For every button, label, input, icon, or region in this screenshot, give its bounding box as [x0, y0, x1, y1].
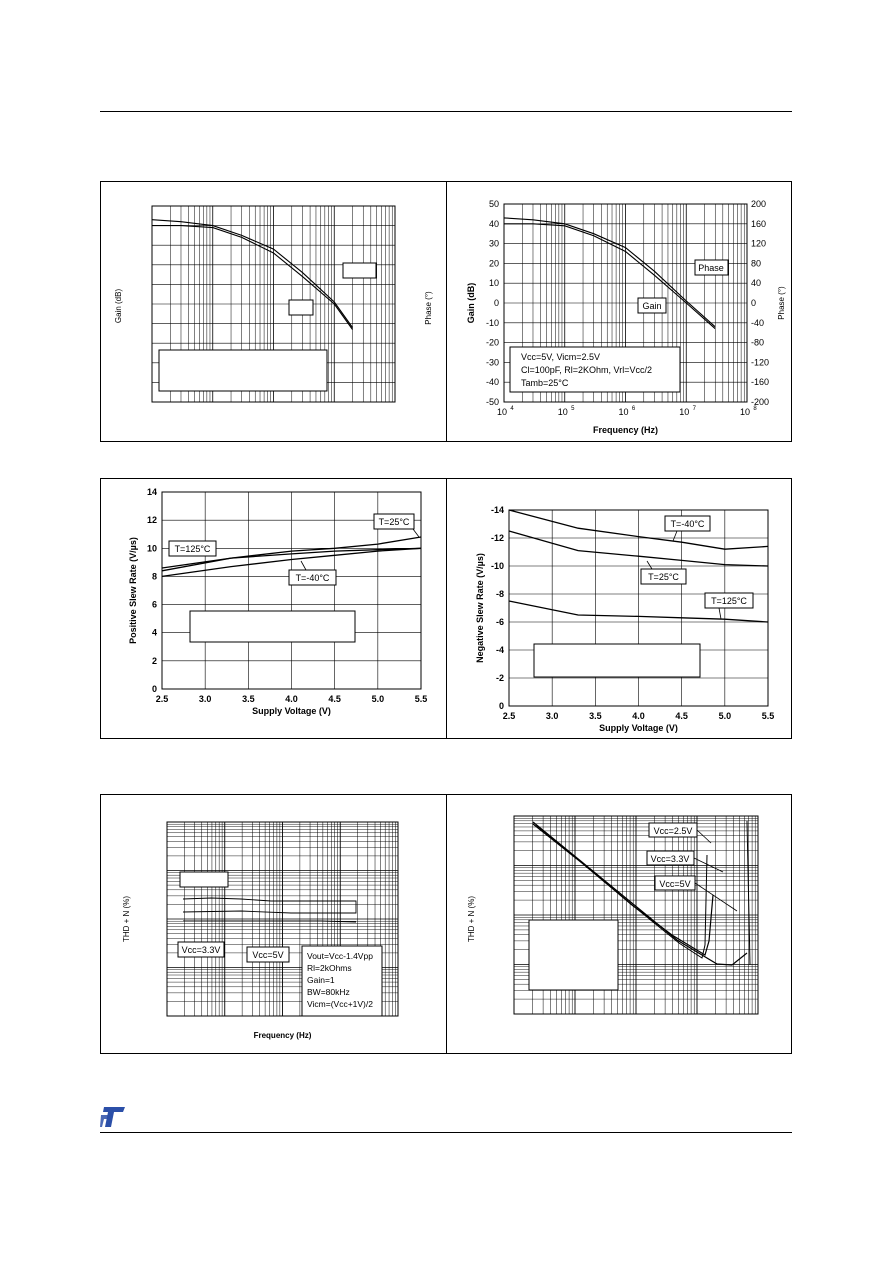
y-tick-label: -50 — [485, 397, 499, 407]
figure-row-slew-rate — [100, 478, 792, 739]
y2-tick-label: -120 — [751, 357, 770, 368]
x-axis-label: Supply Voltage (V) — [252, 706, 331, 716]
chart-gain-phase-vcc5-svg — [447, 182, 791, 441]
x-tick-label: 4.0 — [632, 711, 645, 721]
x-tick-label: 10 — [739, 407, 751, 417]
series-label: T=125°C — [174, 544, 211, 554]
y-tick-label: 4 — [151, 627, 157, 638]
footer-rule — [100, 1132, 792, 1133]
conditions-text: Gain=1 — [307, 975, 335, 985]
series-label: T=-40°C — [670, 519, 705, 529]
x-axis-label: Supply Voltage (V) — [599, 723, 678, 733]
y2-tick-label: -200 — [751, 397, 770, 407]
y-tick-label: 0 — [151, 684, 157, 694]
y-tick-label: -10 — [490, 561, 504, 571]
header-rule — [100, 111, 792, 112]
y-tick-label: -6 — [495, 617, 504, 627]
y-tick-label: 0 — [493, 298, 499, 308]
y-tick-label: -10 — [485, 317, 499, 328]
series-label-box — [180, 872, 228, 887]
series-label: Vcc=3.3V — [181, 945, 221, 955]
y2-axis-label: Phase (°) — [777, 286, 786, 320]
y-axis-label: THD + N (%) — [122, 896, 131, 942]
x-tick-label: 10 — [496, 407, 508, 417]
y2-tick-label: 0 — [751, 298, 757, 308]
y2-tick-label: 80 — [751, 258, 762, 269]
chart-gain-phase-blank — [101, 182, 446, 441]
x-tick-exponent: 7 — [692, 406, 696, 412]
x-tick-label: 4.5 — [328, 694, 341, 704]
x-tick-exponent: 6 — [631, 406, 636, 412]
y-tick-label: 0 — [498, 701, 504, 711]
series-label: Vcc=3.3V — [650, 854, 690, 864]
series-label: Vcc=2.5V — [653, 826, 693, 836]
y-tick-label: 40 — [488, 218, 499, 229]
x-axis-label: Frequency (Hz) — [253, 1031, 312, 1040]
x-tick-exponent: 4 — [510, 406, 514, 412]
y-tick-label: -20 — [485, 337, 499, 348]
conditions-box — [529, 920, 618, 990]
y-axis-label: Gain (dB) — [466, 282, 476, 324]
chart-negative-slew-svg — [447, 479, 791, 738]
y-tick-label: -2 — [495, 673, 504, 683]
x-tick-label: 5.0 — [718, 711, 732, 721]
x-tick-label: 3.5 — [242, 694, 255, 704]
y-tick-label: -8 — [495, 589, 504, 599]
series-label: T=125°C — [711, 596, 747, 606]
conditions-box — [534, 644, 700, 677]
figure-row-gain-phase — [100, 181, 792, 442]
series-label: T=25°C — [648, 572, 679, 582]
y-tick-label: 30 — [488, 238, 499, 249]
y-tick-label: 12 — [146, 515, 157, 526]
conditions-box — [159, 350, 327, 391]
chart-thd-frequency — [101, 795, 446, 1053]
x-tick-exponent: 5 — [571, 406, 575, 412]
chart-positive-slew-svg — [101, 479, 446, 738]
conditions-text: Tamb=25°C — [521, 378, 569, 388]
series-label: Vcc=5V — [252, 950, 284, 960]
y-axis-label: Gain (dB) — [114, 288, 123, 324]
chart-negative-slew — [447, 479, 791, 738]
series-label: Phase — [698, 263, 724, 273]
conditions-box — [190, 611, 355, 642]
y-tick-label: -40 — [485, 377, 499, 388]
conditions-text: Rl=2kOhms — [307, 963, 352, 973]
series-label: T=25°C — [378, 517, 410, 527]
conditions-text: Vcc=5V, Vicm=2.5V — [521, 352, 601, 362]
chart-thd-frequency-svg — [101, 795, 446, 1053]
figure-row-thd — [100, 794, 792, 1054]
label-box — [289, 300, 313, 315]
y-tick-label: 50 — [488, 199, 499, 209]
chart-positive-slew — [101, 479, 446, 738]
y-tick-label: -12 — [490, 533, 504, 543]
x-tick-label: 4.5 — [675, 711, 688, 721]
chart-thd-output-svg — [447, 795, 791, 1053]
chart-thd-output — [447, 795, 791, 1053]
y2-tick-label: 120 — [751, 238, 767, 249]
y-tick-label: 2 — [151, 655, 157, 666]
x-tick-exponent: 8 — [753, 406, 757, 412]
x-tick-label: 3.5 — [589, 711, 602, 721]
series-label: Gain — [642, 301, 662, 311]
x-tick-label: 5.5 — [761, 711, 775, 721]
chart-gain-phase-vcc5 — [447, 182, 791, 441]
conditions-text: Vout=Vcc-1.4Vpp — [307, 951, 373, 961]
y-tick-label: 14 — [146, 487, 157, 497]
x-tick-label: 3.0 — [545, 711, 559, 721]
x-tick-label: 10 — [679, 407, 690, 417]
y-tick-label: 10 — [488, 278, 499, 289]
series-label: Vcc=5V — [659, 879, 691, 889]
y-tick-label: -4 — [495, 645, 504, 655]
x-tick-label: 4.0 — [285, 694, 298, 704]
y-tick-label: 6 — [151, 599, 157, 610]
y-tick-label: 20 — [488, 258, 499, 269]
conditions-text: Vicm=(Vcc+1V)/2 — [307, 999, 373, 1009]
y2-axis-label: Phase (°) — [424, 291, 433, 325]
st-logo — [100, 1106, 126, 1128]
y-tick-label: -30 — [485, 357, 499, 368]
x-tick-label: 5.0 — [371, 694, 385, 704]
x-tick-label: 3.0 — [198, 694, 212, 704]
y-axis-label: THD + N (%) — [467, 896, 476, 942]
y2-tick-label: 200 — [751, 199, 767, 209]
x-tick-label: 2.5 — [502, 711, 516, 721]
y2-tick-label: -40 — [751, 317, 765, 328]
conditions-text: Cl=100pF, Rl=2KOhm, Vrl=Vcc/2 — [521, 365, 652, 375]
y2-tick-label: 160 — [751, 218, 767, 229]
y-tick-label: 8 — [151, 571, 157, 582]
y2-tick-label: -160 — [751, 377, 770, 388]
x-axis-label: Frequency (Hz) — [592, 425, 659, 435]
y-axis-label: Negative Slew Rate (V/µs) — [475, 553, 485, 663]
y2-tick-label: -80 — [751, 337, 765, 348]
x-tick-label: 10 — [618, 407, 629, 417]
label-box — [343, 263, 376, 278]
y-tick-label: -14 — [490, 505, 504, 515]
y2-tick-label: 40 — [751, 278, 762, 289]
x-tick-label: 10 — [557, 407, 568, 417]
x-tick-label: 2.5 — [155, 694, 169, 704]
y-tick-label: 10 — [146, 543, 157, 554]
conditions-text: BW=80kHz — [307, 987, 350, 997]
x-tick-label: 5.5 — [414, 694, 428, 704]
y-axis-label: Positive Slew Rate (V/µs) — [128, 537, 138, 644]
chart-gain-phase-blank-svg — [101, 182, 446, 441]
series-label: T=-40°C — [295, 573, 330, 583]
